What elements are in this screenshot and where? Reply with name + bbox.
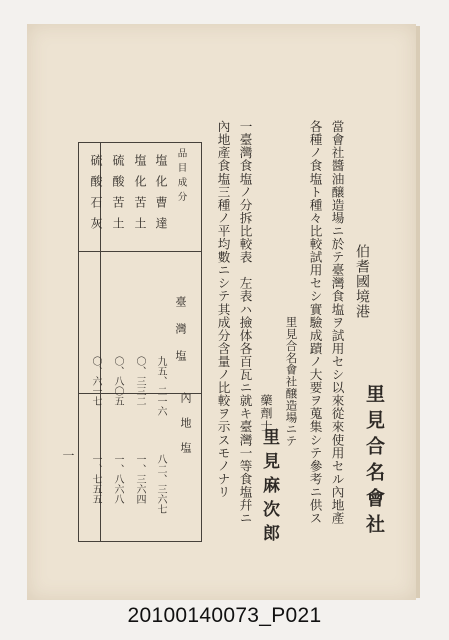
table-row-taiwan-value: 〇、八〇五: [112, 356, 123, 406]
company-origin: 伯耆國境港: [354, 244, 370, 319]
company-name: 里見合名會社: [363, 384, 385, 540]
table-row-naichi-value: 一、七五五: [90, 454, 101, 504]
table-header-taiwan: 臺灣塩: [174, 296, 187, 377]
author-title: 藥劑士: [259, 394, 273, 433]
body-line-4: 內地產食塩三種ノ平均數ニシテ其成分含量ノ比較ヲ示スモノナリ: [215, 120, 231, 499]
table-row-taiwan-value: 〇、六一七: [90, 356, 101, 406]
table-row-naichi-value: 一、三六四: [134, 454, 145, 504]
table-row-naichi-value: 一、八六八: [112, 454, 123, 504]
report-subheading: 里見合名會社醸造場ニテ: [284, 316, 299, 447]
table-row-name: 硫酸石灰: [89, 154, 103, 238]
table-header-component: 品目成分: [175, 148, 187, 206]
table-row-name: 塩化曹達: [154, 154, 168, 238]
table-row-name: 硫酸苦土: [111, 154, 125, 238]
body-line-2: 各種ノ食塩ト種々比較試用セシ實驗成蹟ノ大要ヲ蒐集シテ參考ニ供ス: [307, 120, 323, 525]
table-row-naichi-value: 八二、三六七: [155, 454, 166, 514]
page-number: 一: [61, 449, 75, 461]
table-row-taiwan-value: 九五、二一六: [155, 356, 166, 416]
table-row-taiwan-value: 〇、三三二: [134, 356, 145, 406]
author-name: 里見麻次郎: [259, 428, 279, 548]
page-edge: [416, 26, 420, 598]
table-row-name: 塩化苦土: [133, 154, 147, 238]
table-divider: [79, 251, 201, 252]
image-caption: 20100140073_P021: [127, 604, 322, 627]
body-line-3: 一臺灣食塩ノ分拆比較表 左表ハ撿体各百瓦ニ就キ臺灣一等食塩幷ニ: [237, 120, 253, 525]
body-line-1: 當會社醬油醸造場ニ於テ臺灣食塩ヲ試用セシ以來從來使用セル內地產: [329, 120, 345, 525]
table-header-naichi: 內地塩: [179, 392, 192, 467]
